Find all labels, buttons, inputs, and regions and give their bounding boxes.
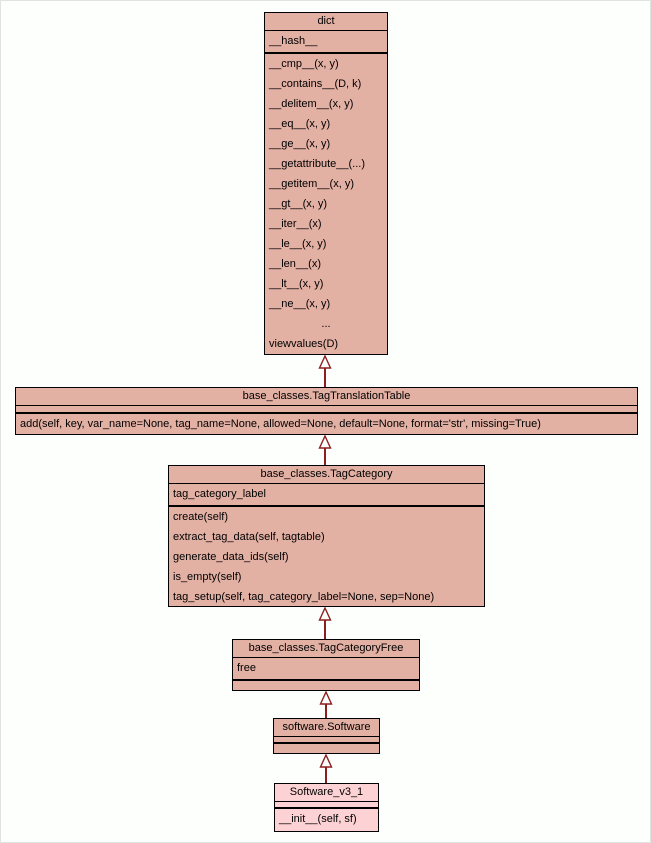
ellipsis-row: ...: [321, 318, 331, 330]
class-box-tag-category: [168, 465, 485, 607]
method-row: __iter__(x): [269, 218, 322, 230]
attributes-compartment: [275, 802, 378, 809]
inheritance-arrow: [319, 754, 333, 783]
methods-compartment: [169, 507, 484, 607]
attribute-row: free: [237, 662, 256, 674]
class-box-dict: [264, 12, 388, 355]
method-row: __getattribute__(...): [269, 158, 366, 170]
methods-compartment: [274, 744, 379, 752]
inheritance-arrow: [319, 691, 333, 718]
method-row: __contains__(D, k): [269, 78, 362, 90]
hollow-triangle-icon: [319, 754, 333, 783]
methods-compartment: [275, 809, 378, 830]
method-row: __init__(self, sf): [279, 813, 357, 825]
hollow-triangle-icon: [318, 355, 332, 387]
class-box-tag-category-free: [232, 639, 420, 691]
class-box-software: [273, 718, 380, 754]
class-name: Software_v3_1: [275, 784, 378, 802]
attributes-compartment: [233, 658, 419, 681]
method-row: add(self, key, var_name=None, tag_name=None, allowed=None, default=None, format='str', missing=True): [20, 418, 541, 430]
hollow-triangle-icon: [318, 435, 332, 465]
method-row: extract_tag_data(self, tagtable): [173, 531, 325, 543]
methods-compartment: [233, 681, 419, 691]
class-name: software.Software: [274, 719, 379, 737]
class-name: base_classes.TagCategory: [169, 466, 484, 484]
method-row: is_empty(self): [173, 571, 242, 583]
method-row: __len__(x): [269, 258, 321, 270]
method-row: __le__(x, y): [269, 238, 327, 250]
methods-compartment: [265, 54, 387, 354]
method-row: generate_data_ids(self): [173, 551, 289, 563]
method-row: __ge__(x, y): [269, 138, 331, 150]
class-box-tag-translation-table: [15, 387, 638, 435]
method-row: __delitem__(x, y): [269, 98, 354, 110]
methods-compartment: [16, 414, 637, 435]
inheritance-arrow: [318, 355, 332, 387]
hollow-triangle-icon: [318, 607, 332, 639]
attributes-compartment: [265, 31, 387, 54]
class-name: dict: [265, 13, 387, 31]
class-name: base_classes.TagCategoryFree: [233, 640, 419, 658]
attributes-compartment: [169, 484, 484, 507]
method-row: __cmp__(x, y): [269, 58, 339, 70]
inheritance-arrow: [318, 607, 332, 639]
method-row: __gt__(x, y): [269, 198, 328, 210]
inheritance-arrow: [318, 435, 332, 465]
method-row: viewvalues(D): [269, 338, 339, 350]
attributes-compartment: [16, 406, 637, 414]
method-row: tag_setup(self, tag_category_label=None, sep=None): [173, 591, 435, 603]
attributes-compartment: [274, 737, 379, 744]
method-row: __getitem__(x, y): [269, 178, 354, 190]
method-row: __eq__(x, y): [269, 118, 331, 130]
method-row: __ne__(x, y): [269, 298, 331, 310]
class-name: base_classes.TagTranslationTable: [16, 388, 637, 406]
attribute-row: tag_category_label: [173, 488, 266, 500]
attribute-row: __hash__: [269, 35, 318, 47]
hollow-triangle-icon: [319, 691, 333, 718]
class-box-software-v3-1: [274, 783, 379, 832]
method-row: create(self): [173, 511, 229, 523]
method-row: __lt__(x, y): [269, 278, 324, 290]
